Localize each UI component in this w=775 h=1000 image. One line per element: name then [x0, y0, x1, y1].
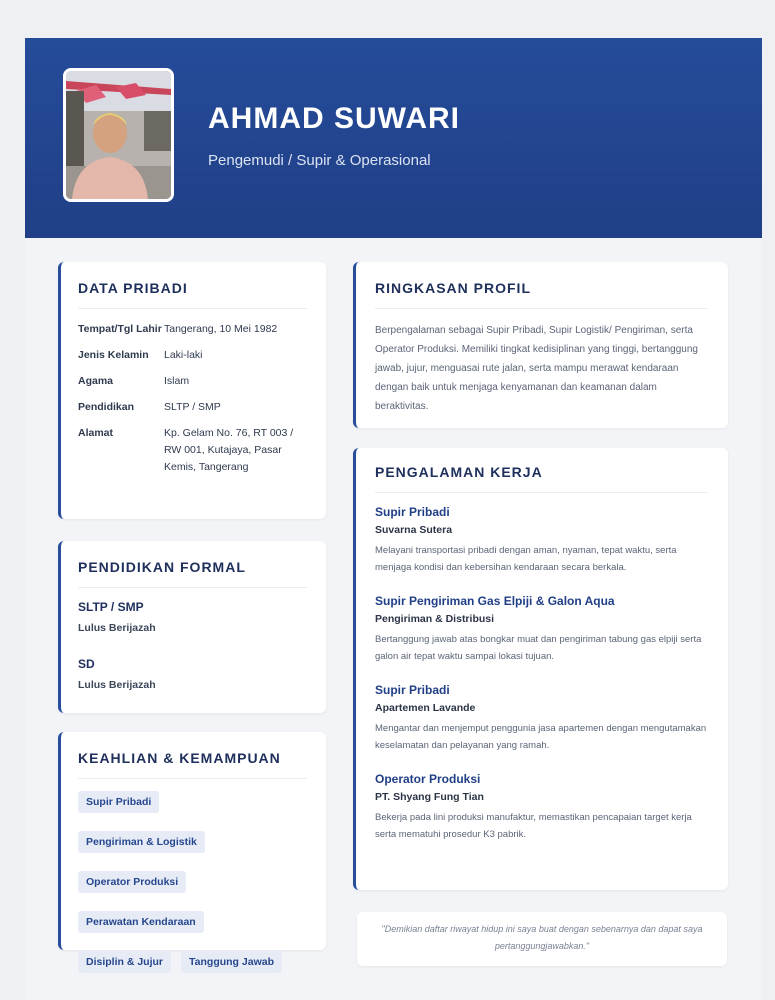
personal-row-label: Jenis Kelamin [78, 349, 149, 361]
job-entry [375, 772, 708, 843]
job-company: Suvarna Sutera [375, 524, 453, 536]
profile-photo-image [66, 71, 171, 199]
job-company: PT. Shyang Fung Tian [375, 791, 484, 803]
personal-row-label: Tempat/Tgl Lahir [78, 323, 162, 335]
job-title: Supir Pengiriman Gas Elpiji & Galon Aqua [375, 594, 615, 608]
skill-tag: Operator Produksi [78, 871, 186, 893]
closing-statement: "Demikian daftar riwayat hidup ini saya buat dengan sebenarnya dan dapat saya pertanggungjawabkan." [381, 924, 703, 951]
personal-row [78, 373, 307, 399]
education-level: SLTP / SMP [78, 600, 144, 614]
candidate-name: AHMAD SUWARI [208, 102, 460, 135]
header-banner [25, 38, 762, 238]
education-level: SD [78, 657, 95, 671]
skill-tag: Disiplin & Jujur [78, 951, 171, 973]
skills-card [58, 732, 326, 968]
job-title: Operator Produksi [375, 772, 481, 786]
personal-row-label: Agama [78, 375, 114, 387]
job-description: Melayani transportasi pribadi dengan aman, nyaman, tepat waktu, serta menjaga kondisi dan kebersihan kendaraan secara berkala. [375, 545, 677, 573]
job-entry [375, 683, 708, 754]
personal-data-heading: DATA PRIBADI [78, 280, 307, 309]
skill-tag: Supir Pribadi [78, 791, 159, 813]
job-title: Supir Pribadi [375, 683, 450, 697]
job-description: Bekerja pada lini produksi manufaktur, memastikan pencapaian target kerja serta mematuhi prosedur K3 pabrik. [375, 812, 692, 840]
job-entry [375, 505, 708, 576]
personal-data-table [78, 321, 307, 485]
summary-heading: RINGKASAN PROFIL [375, 280, 708, 309]
skill-tag: Perawatan Kendaraan [78, 911, 204, 933]
job-title: Supir Pribadi [375, 505, 450, 519]
education-item [78, 600, 307, 634]
personal-row-value: SLTP / SMP [164, 401, 221, 413]
skill-tag: Pengiriman & Logistik [78, 831, 205, 853]
personal-row-label: Pendidikan [78, 401, 135, 413]
job-company: Pengiriman & Distribusi [375, 613, 495, 625]
job-company: Apartemen Lavande [375, 702, 476, 714]
education-status: Lulus Berijazah [78, 622, 156, 634]
profile-photo [63, 68, 174, 202]
skill-tag: Tanggung Jawab [181, 951, 282, 973]
personal-row-value: Laki-laki [164, 349, 203, 361]
personal-row-label: Alamat [78, 427, 114, 439]
personal-data-card [58, 262, 326, 519]
education-heading: PENDIDIKAN FORMAL [78, 559, 307, 588]
job-description: Bertanggung jawab atas bongkar muat dan pengiriman tabung gas elpiji serta galon air tepat waktu sampai lokasi tujuan. [375, 634, 702, 662]
candidate-role: Pengemudi / Supir & Operasional [208, 152, 431, 169]
skills-heading: KEAHLIAN & KEMAMPUAN [78, 750, 307, 779]
education-card [58, 541, 326, 713]
job-entry [375, 594, 708, 665]
personal-row-value: Islam [164, 375, 190, 387]
education-item [78, 657, 307, 691]
experience-card [353, 448, 728, 890]
personal-row-value: Tangerang, 10 Mei 1982 [164, 323, 278, 335]
personal-row [78, 399, 307, 425]
experience-heading: PENGALAMAN KERJA [375, 464, 708, 493]
job-description: Mengantar dan menjemput penggunia jasa apartemen dengan mengutamakan keselamatan dan pelayanan yang ramah. [375, 723, 707, 751]
education-status: Lulus Berijazah [78, 679, 156, 691]
summary-card [353, 262, 728, 428]
closing-card [357, 912, 727, 966]
cv-page [25, 38, 762, 1000]
skills-tag-list [78, 791, 307, 973]
personal-row [78, 425, 307, 485]
personal-row [78, 321, 307, 347]
personal-row [78, 347, 307, 373]
summary-text: Berpengalaman sebagai Supir Pribadi, Supir Logistik/ Pengiriman, serta Operator Produksi. Memiliki tingkat kedisiplinan yang tinggi, bertanggung jawab, jujur, menguasai rute jalan, serta mampu merawat kendaraan dengan baik untuk menjaga kenyamanan dan keamanan dalam beraktivitas. [375, 325, 698, 412]
personal-row-value: Kp. Gelam No. 76, RT 003 / RW 001, Kutajaya, Pasar Kemis, Tangerang [164, 427, 294, 473]
